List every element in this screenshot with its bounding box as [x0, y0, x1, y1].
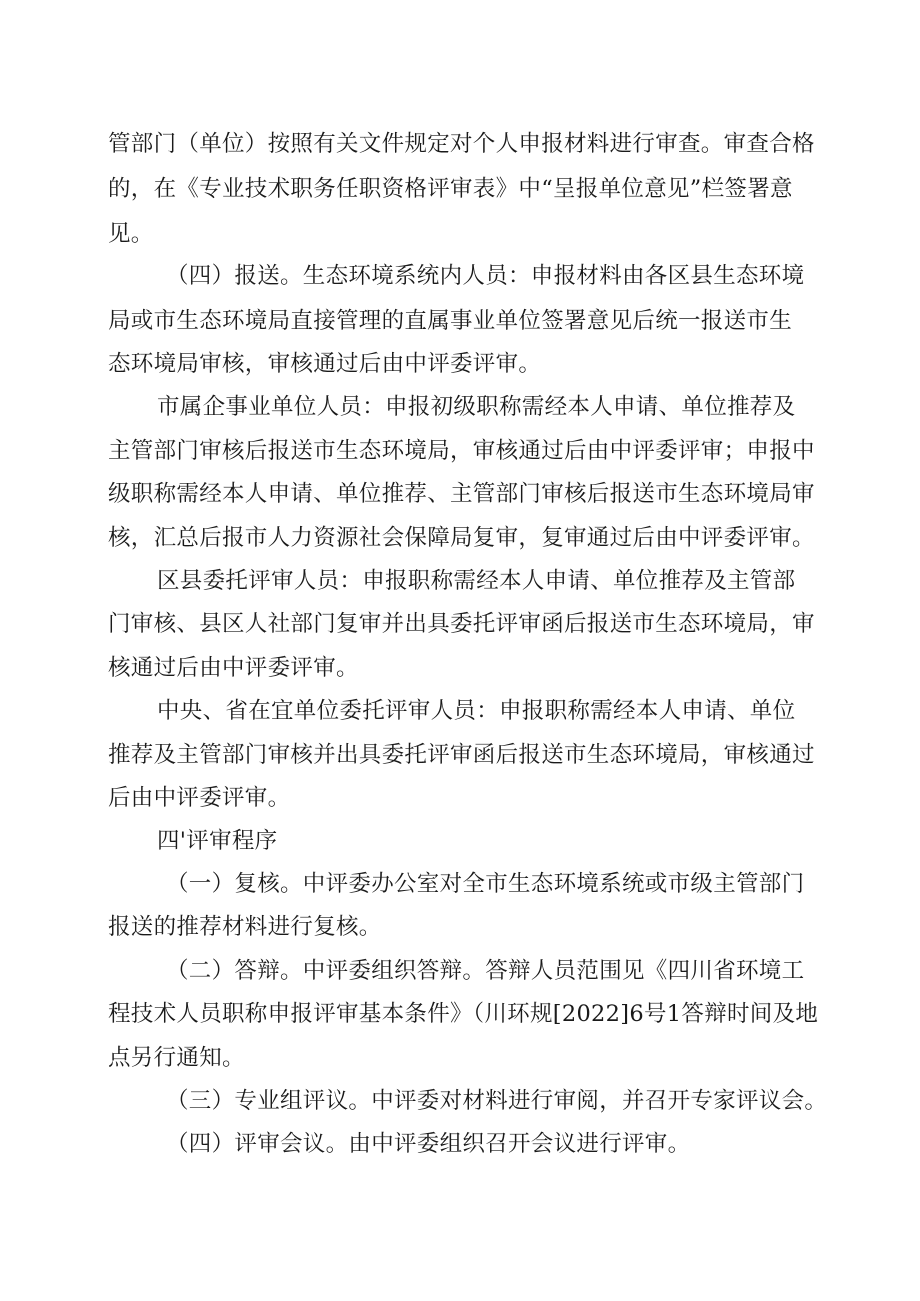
body-text-line: 门审核、县区人社部门复审并出具委托评审函后报送市生态环境局，审: [108, 611, 815, 637]
body-text-line: 点另行通知。: [108, 1045, 245, 1071]
body-text-line: 报送的推荐材料进行复核。: [108, 914, 382, 940]
paragraph-heading-defense: （二）答辩。中评委组织答辩。答辩人员范围见《四川省环境工: [166, 958, 805, 984]
paragraph-heading-recheck: （一）复核。中评委办公室对全市生态环境系统或市级主管部门: [166, 871, 805, 897]
body-text-line: 局或市生态环境局直接管理的直属事业单位签署意见后统一报送市生: [108, 308, 793, 334]
section-heading-review-procedure: 四'评审程序: [157, 828, 278, 854]
body-text-line: 态环境局审核，审核通过后由中评委评审。: [108, 351, 542, 377]
body-text-line: 见。: [108, 221, 154, 247]
paragraph-heading-group-review: （三）专业组评议。中评委对材料进行审阅，并召开专家评议会。: [166, 1088, 828, 1114]
body-text-line: 核通过后由中评委评审。: [108, 655, 359, 681]
paragraph-heading-review-meeting: （四）评审会议。由中评委组织召开会议进行评审。: [166, 1131, 691, 1157]
body-text-line: 的，在《专业技术职务任职资格评审表》中“呈报单位意见”栏签署意: [108, 176, 793, 202]
paragraph-heading-submission: （四）报送。生态环境系统内人员：申报材料由各区县生态环境: [166, 263, 805, 289]
body-text-line: 级职称需经本人申请、单位推荐、主管部门审核后报送市生态环境局审: [108, 481, 815, 507]
body-text-line: 市属企事业单位人员：申报初级职称需经本人申请、单位推荐及: [157, 394, 796, 420]
body-text-line: 程技术人员职称申报评审基本条件》（川环规[2022]6号1答辩时间及地: [108, 1001, 819, 1027]
body-text-line: 区县委托评审人员：申报职称需经本人申请、单位推荐及主管部: [157, 568, 796, 594]
body-text-line: 主管部门审核后报送市生态环境局，审核通过后由中评委评审；申报中: [108, 438, 815, 464]
body-text-line: 推荐及主管部门审核并出具委托评审函后报送市生态环境局，审核通过: [108, 742, 815, 768]
body-text-line: 管部门（单位）按照有关文件规定对个人申报材料进行审查。审查合格: [108, 131, 815, 157]
body-text-line: 核，汇总后报市人力资源社会保障局复审，复审通过后由中评委评审。: [108, 525, 815, 551]
body-text-line: 后由中评委评审。: [108, 785, 291, 811]
body-text-line: 中央、省在宜单位委托评审人员：申报职称需经本人申请、单位: [157, 698, 796, 724]
